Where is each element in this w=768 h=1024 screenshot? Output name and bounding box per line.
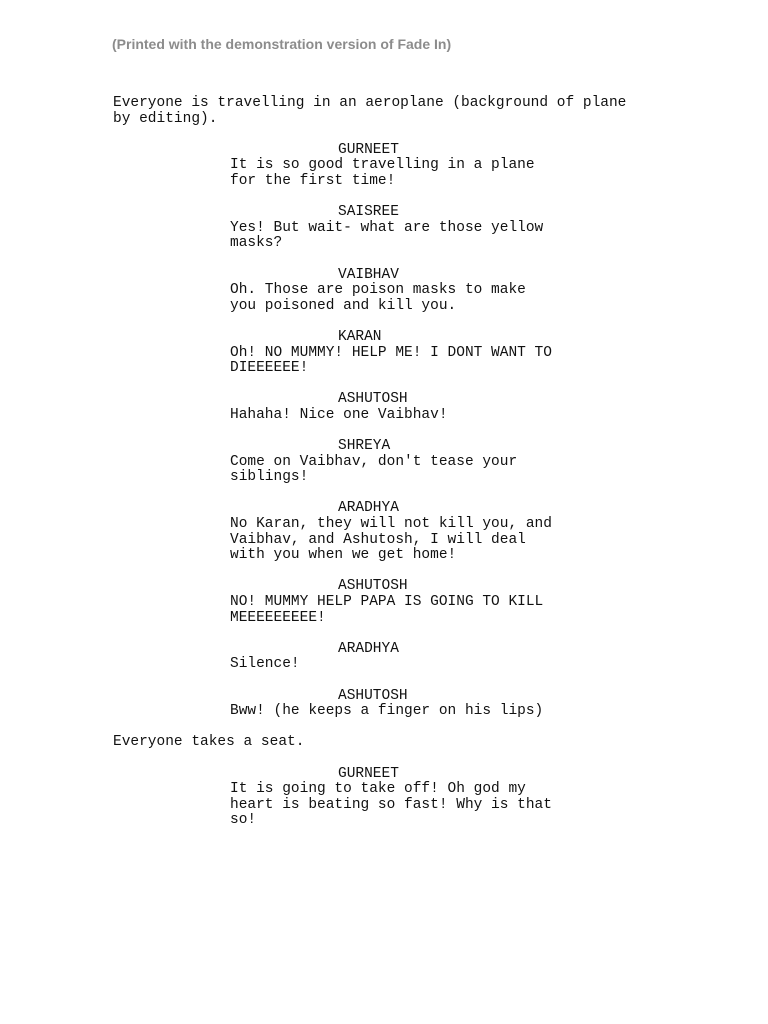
character-name: ARADHYA (338, 640, 399, 657)
character-name: SAISREE (338, 204, 399, 221)
character-name: ARADHYA (338, 500, 399, 517)
dialogue-block (113, 392, 673, 423)
dialogue-section (113, 767, 673, 829)
dialogue-block (113, 642, 673, 673)
character-name: KARAN (338, 328, 382, 345)
dialogue-line: Yes! But wait- what are those yellow masks? (230, 219, 544, 252)
dialogue-line: Silence! (230, 656, 300, 673)
character-name: ASHUTOSH (338, 578, 408, 595)
screenplay-body (113, 96, 673, 845)
dialogue-line: Oh! NO MUMMY! HELP ME! I DONT WANT TO DIEEEEEE! (230, 344, 552, 377)
action-line: Everyone takes a seat. (113, 734, 305, 751)
dialogue-block (113, 439, 673, 486)
dialogue-line: It is going to take off! Oh god my heart is beating so fast! Why is that so! (230, 781, 552, 829)
dialogue-block (113, 767, 673, 829)
action-line: Everyone is travelling in an aeroplane (background of plane by editing). (113, 95, 627, 127)
character-name: ASHUTOSH (338, 687, 408, 704)
dialogue-line: Oh. Those are poison masks to make you poisoned and kill you. (230, 282, 526, 314)
dialogue-block (113, 579, 673, 626)
character-name: VAIBHAV (338, 266, 399, 283)
demo-watermark: (Printed with the demonstration version of Fade In) (112, 36, 452, 52)
dialogue-line: Come on Vaibhav, don't tease your siblings! (230, 453, 518, 486)
dialogue-block (113, 268, 673, 315)
dialogue-line: Hahaha! Nice one Vaibhav! (230, 406, 448, 423)
dialogue-block (113, 143, 673, 190)
character-name: SHREYA (338, 438, 391, 455)
dialogue-section (113, 143, 673, 720)
dialogue-line: Bww! (he keeps a finger on his lips) (230, 703, 544, 720)
dialogue-block (113, 205, 673, 252)
character-name: GURNEET (338, 141, 399, 158)
dialogue-block (113, 330, 673, 377)
dialogue-block (113, 501, 673, 563)
dialogue-line: It is so good travelling in a plane for the first time! (230, 157, 535, 189)
character-name: GURNEET (338, 765, 399, 782)
character-name: ASHUTOSH (338, 391, 408, 408)
dialogue-line: No Karan, they will not kill you, and Vaibhav, and Ashutosh, I will deal with you when we get home! (230, 516, 552, 564)
dialogue-block (113, 689, 673, 720)
dialogue-line: NO! MUMMY HELP PAPA IS GOING TO KILL MEEEEEEEEE! (230, 594, 544, 626)
